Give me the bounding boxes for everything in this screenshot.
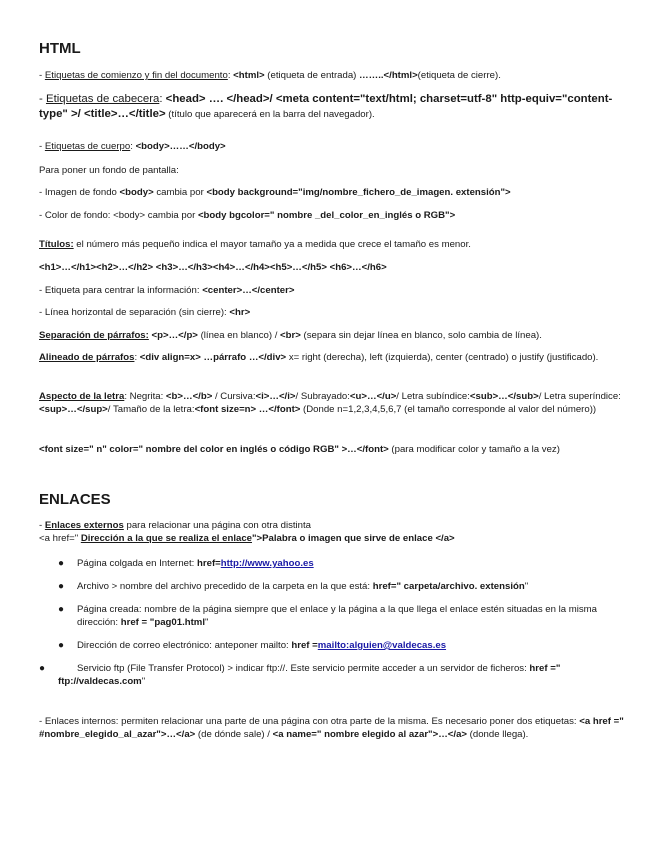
text: / Cursiva: xyxy=(212,391,256,402)
text: / Subrayado: xyxy=(295,391,350,402)
text: (donde llega). xyxy=(467,729,529,740)
code: <html> xyxy=(233,70,265,81)
term: Etiquetas de comienzo y fin del documento xyxy=(44,70,228,81)
text: (línea en blanco) / xyxy=(197,330,281,341)
term: Etiquetas de cuerpo xyxy=(44,141,131,152)
dash: - xyxy=(39,70,45,81)
bullet-icon: ● xyxy=(58,640,65,651)
line-document-tags xyxy=(39,69,629,82)
mailto-link[interactable]: mailto:alguien@valdecas.es xyxy=(317,640,447,651)
text: " xyxy=(141,676,146,687)
text: Dirección de correo electrónico: anteponer mailto: xyxy=(77,640,292,651)
term: Títulos: xyxy=(39,239,74,250)
sep: : xyxy=(130,141,136,152)
code: <h1>…</h1><h2>…</h2> <h3>…</h3><h4>…</h4><h5>…</h5> <h6>…</h6> xyxy=(39,262,387,273)
line-hr xyxy=(39,306,629,319)
list-item xyxy=(39,580,629,593)
text: (de dónde sale) / xyxy=(195,729,273,740)
line-external-links xyxy=(39,519,629,532)
text: - Enlaces internos: permiten relacionar una parte de una página con otra parte de la misma. Es necesario poner dos etiquetas: xyxy=(39,716,580,727)
text: - Color de fondo: <body> cambia por xyxy=(39,210,198,221)
line-titles xyxy=(39,238,629,251)
bullet-icon: ● xyxy=(58,558,65,569)
line-font-style xyxy=(39,390,629,416)
term: Aspecto de la letra xyxy=(39,391,125,402)
section-title-links: ENLACES xyxy=(39,491,111,508)
text: (separa sin dejar línea en blanco, solo cambia de línea). xyxy=(300,330,542,341)
text: " xyxy=(204,617,209,628)
code: href=" carpeta/archivo. extensión xyxy=(372,581,525,592)
dash: - xyxy=(39,141,45,152)
line-header-tags xyxy=(39,92,629,122)
text: - Etiqueta para centrar la información: xyxy=(39,285,203,296)
text: - Línea horizontal de separación (sin cierre): xyxy=(39,307,230,318)
dash: - xyxy=(39,520,45,531)
bullet-icon: ● xyxy=(58,581,65,592)
line-paragraphs xyxy=(39,329,629,342)
sep: : xyxy=(134,352,140,363)
line-heading-tags xyxy=(39,261,629,274)
term: Separación de párrafos: xyxy=(39,330,149,341)
line-font-color xyxy=(39,443,629,456)
dash: - xyxy=(39,93,46,105)
text: " xyxy=(524,581,529,592)
list-item xyxy=(39,639,629,652)
text: Página creada: nombre de la página siempre que el enlace y la página a la que llega el enlace estén situadas en la misma dirección: xyxy=(77,604,597,628)
text: Página colgada en Internet: xyxy=(77,558,198,569)
term: Etiquetas de cabecera xyxy=(45,93,160,105)
line-background-image xyxy=(39,186,629,199)
term: Dirección a la que se realiza el enlace xyxy=(80,533,252,544)
section-title-html: HTML xyxy=(39,40,81,57)
code: ……..</html> xyxy=(359,70,418,81)
code: <u>…</u> xyxy=(349,391,397,402)
text: / Tamaño de la letra: xyxy=(107,404,195,415)
text: (etiqueta de cierre). xyxy=(417,70,501,81)
text: : Negrita: xyxy=(124,391,166,402)
code: <body> xyxy=(119,187,154,198)
code: ">Palabra o imagen que sirve de enlace </a> xyxy=(252,533,455,544)
term: Alineado de párrafos xyxy=(39,352,135,363)
code: <body>……</body> xyxy=(135,141,226,152)
code: <sub>…</sub> xyxy=(469,391,539,402)
code: <sup>…</sup> xyxy=(39,404,108,415)
text: (Donde n=1,2,3,4,5,6,7 (el tamaño corresponde al valor del número)) xyxy=(300,404,597,415)
code: <br> xyxy=(280,330,301,341)
line-anchor-syntax xyxy=(39,532,629,545)
text: (etiqueta de entrada) xyxy=(264,70,360,81)
code: <body background="img/nombre_fichero_de_imagen. extensión"> xyxy=(206,187,511,198)
text: - Imagen de fondo xyxy=(39,187,120,198)
text: (título que aparecerá en la barra del navegador). xyxy=(165,109,375,120)
code: href = "pag01.html xyxy=(120,617,205,628)
sep: : xyxy=(227,70,234,81)
text: x= right (derecha), left (izquierda), center (centrado) o justify (justificado). xyxy=(286,352,599,363)
code: href = xyxy=(291,640,318,651)
text: / Letra superíndice: xyxy=(538,391,621,402)
line-center xyxy=(39,284,629,297)
line-align xyxy=(39,351,629,364)
line-background-intro: Para poner un fondo de pantalla: xyxy=(39,165,179,176)
text: Servicio ftp (File Transfer Protocol) > indicar ftp://. Este servicio permite acceder a un servidor de ficheros: xyxy=(77,663,530,674)
bullet-icon: ● xyxy=(58,604,65,615)
list-item xyxy=(39,557,629,570)
code: <a href =" #nombre_elegido_al_azar">…</a> xyxy=(39,716,624,740)
code: <a href=" xyxy=(39,533,81,544)
bullet-icon: ● xyxy=(39,663,46,674)
text: cambia por xyxy=(153,187,207,198)
sep: : xyxy=(159,93,166,105)
code: <p>…</p> xyxy=(151,330,198,341)
list-item xyxy=(39,603,629,629)
code: href= xyxy=(197,558,221,569)
code: <i>…</i> xyxy=(255,391,296,402)
term: Enlaces externos xyxy=(44,520,124,531)
line-background-color xyxy=(39,209,629,222)
list-item xyxy=(39,662,629,688)
code: <b>…</b> xyxy=(165,391,213,402)
text: / Letra subíndice: xyxy=(396,391,470,402)
code: <hr> xyxy=(229,307,251,318)
code: <font size=n> …</font> xyxy=(194,404,301,415)
code: href =" ftp://valdecas.com xyxy=(58,663,561,687)
text: Archivo > nombre del archivo precedido de la carpeta en la que está: xyxy=(77,581,373,592)
link-types-list xyxy=(39,557,629,688)
line-body-tags xyxy=(39,140,629,153)
code: <center>…</center> xyxy=(202,285,295,296)
code: <head> …. </head>/ <meta content="text/html; charset=utf-8" http-equiv="content-type" >/ <title>…</title> xyxy=(39,93,613,120)
code: <body bgcolor=" nombre _del_color_en_inglés o RGB"> xyxy=(197,210,456,221)
line-internal-links xyxy=(39,715,629,741)
text: (para modificar color y tamaño a la vez) xyxy=(388,444,560,455)
code: <a name=" nombre elegido al azar">…</a> xyxy=(272,729,468,740)
code: <div align=x> …párrafo …</div> xyxy=(139,352,287,363)
url-link[interactable]: http://www.yahoo.es xyxy=(220,558,314,569)
code: <font size=" n" color=" nombre del color en inglés o código RGB" >…</font> xyxy=(39,444,389,455)
text: para relacionar una página con otra distinta xyxy=(123,520,312,531)
text: el número más pequeño indica el mayor tamaño ya a medida que crece el tamaño es menor. xyxy=(73,239,471,250)
